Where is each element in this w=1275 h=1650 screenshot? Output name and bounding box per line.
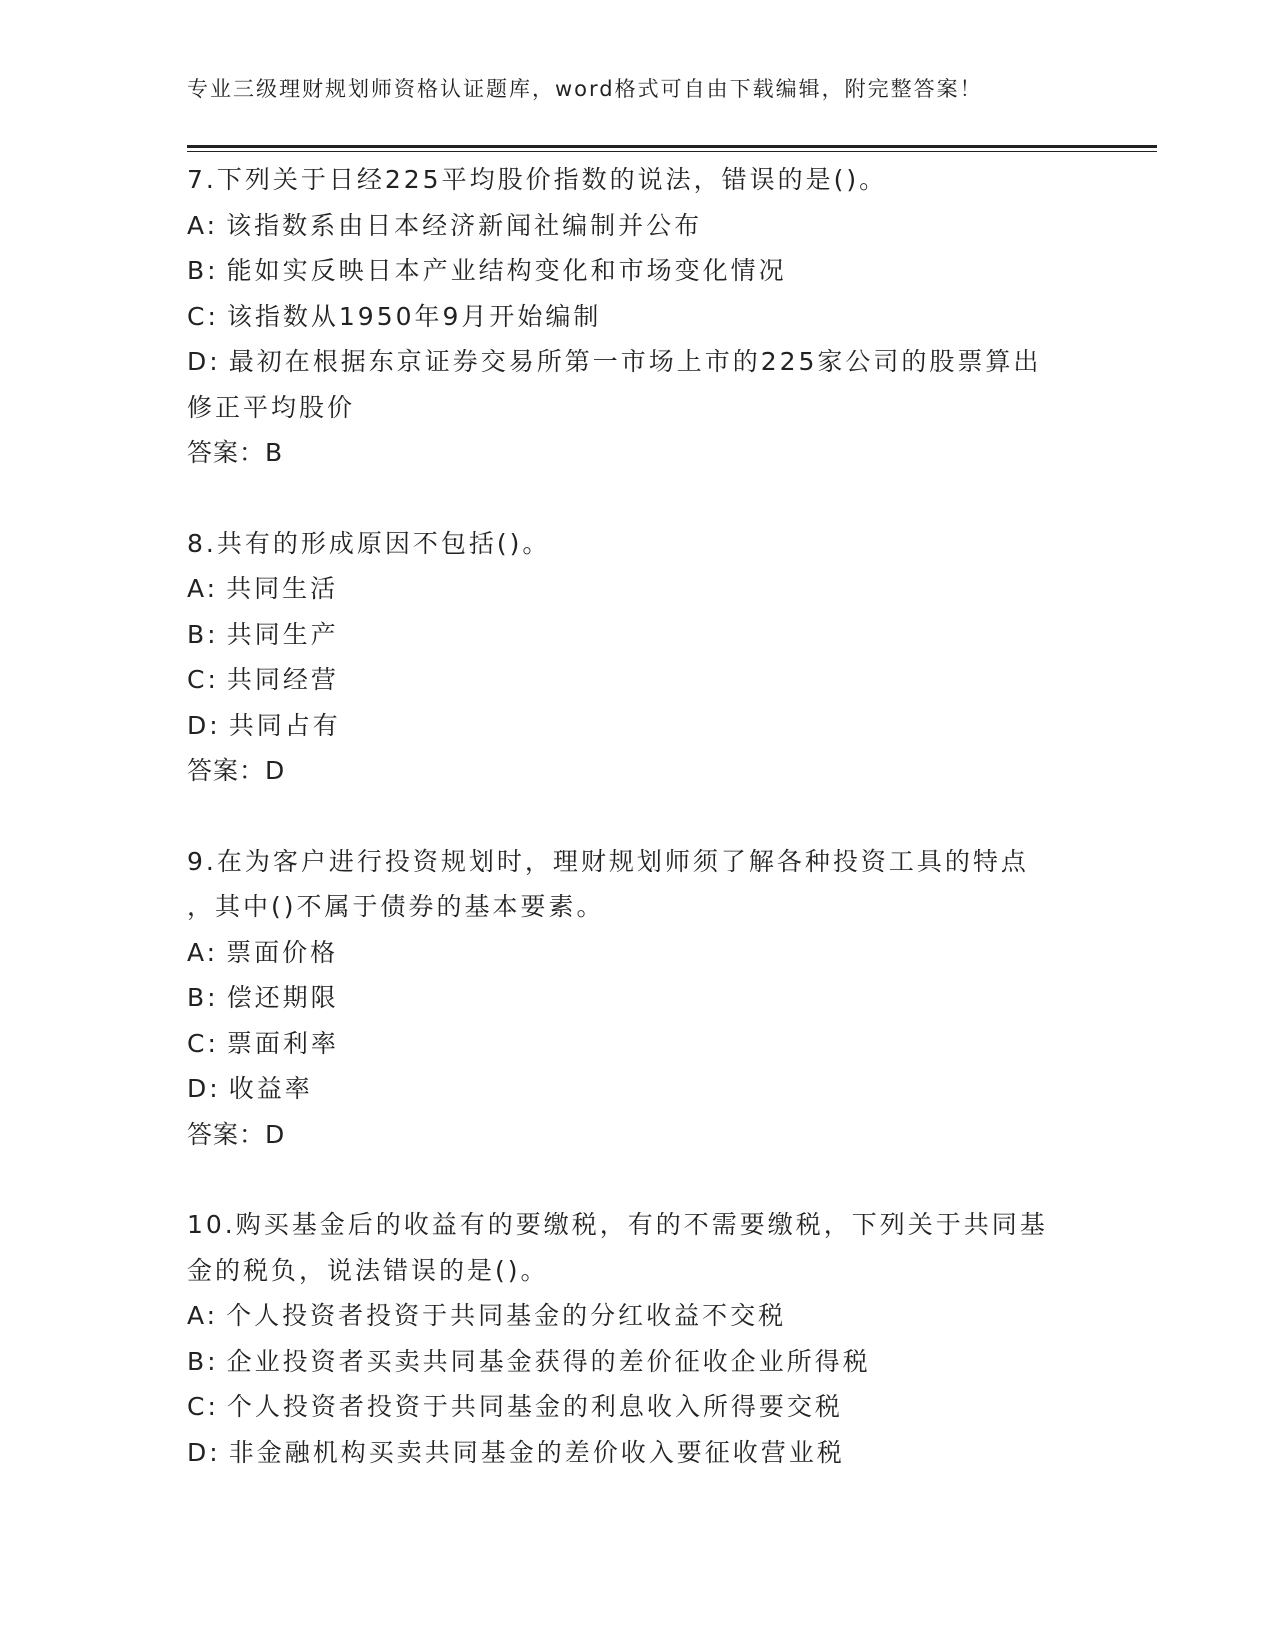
question-stem: 10.购买基金后的收益有的要缴税，有的不需要缴税，下列关于共同基 <box>187 1210 1048 1239</box>
option-text: 收益率 <box>228 1074 313 1103</box>
option-line <box>187 1293 1087 1339</box>
option-prefix: A: <box>187 574 219 603</box>
option-prefix: C: <box>187 665 219 694</box>
option-line <box>187 294 1087 340</box>
option-prefix: C: <box>187 1392 219 1421</box>
question-block <box>187 839 1087 1158</box>
option-text: 共同生产 <box>226 619 339 649</box>
option-text: 偿还期限 <box>226 983 339 1012</box>
option-prefix: D: <box>187 1074 221 1103</box>
option-line <box>187 1430 1087 1476</box>
option-text: 非金融机构买卖共同基金的差价收入要征收营业税 <box>228 1437 845 1467</box>
option-prefix: A: <box>187 210 219 240</box>
option-prefix: B: <box>187 256 219 285</box>
answer-line: 答案：D <box>187 1119 286 1149</box>
question-stem: ，其中()不属于债券的基本要素。 <box>187 892 605 921</box>
option-prefix: A: <box>187 1301 219 1330</box>
option-prefix: B: <box>187 619 219 649</box>
question-stem: 7.下列关于日经225平均股价指数的说法，错误的是()。 <box>187 165 888 194</box>
option-text: 该指数系由日本经济新闻社编制并公布 <box>226 210 703 240</box>
page-header: 专业三级理财规划师资格认证题库，word格式可自由下载编辑，附完整答案！ <box>187 77 983 101</box>
option-text: 票面价格 <box>226 937 339 967</box>
option-line <box>187 248 1087 294</box>
option-text: 共同生活 <box>226 574 339 603</box>
answer-line: 答案：B <box>187 438 284 467</box>
option-line <box>187 1021 1087 1067</box>
option-text: 修正平均股价 <box>187 392 356 422</box>
option-line <box>187 1384 1087 1430</box>
question-block <box>187 1202 1087 1475</box>
option-prefix: B: <box>187 1346 219 1376</box>
option-text: 共同经营 <box>226 665 339 694</box>
option-line <box>187 657 1087 703</box>
option-prefix: D: <box>187 347 221 376</box>
option-line <box>187 1339 1087 1385</box>
option-prefix: D: <box>187 710 221 740</box>
option-text: 最初在根据东京证券交易所第一市场上市的225家公司的股票算出 <box>228 347 1042 376</box>
option-prefix: B: <box>187 983 219 1012</box>
option-line <box>187 612 1087 658</box>
question-stem: 金的税负，说法错误的是()。 <box>187 1255 549 1285</box>
question-list <box>187 157 1087 1520</box>
option-text: 票面利率 <box>226 1028 339 1058</box>
option-prefix: C: <box>187 1028 219 1058</box>
option-text: 该指数从1950年9月开始编制 <box>226 301 602 331</box>
option-line <box>187 930 1087 976</box>
option-prefix: A: <box>187 937 219 967</box>
option-line <box>187 385 1087 431</box>
option-text: 企业投资者买卖共同基金获得的差价征收企业所得税 <box>226 1346 871 1376</box>
option-line <box>187 203 1087 249</box>
header-rule-thick <box>187 145 1157 148</box>
option-text: 个人投资者投资于共同基金的分红收益不交税 <box>226 1301 787 1330</box>
answer-line: 答案：D <box>187 756 286 785</box>
option-line <box>187 975 1087 1021</box>
option-text: 共同占有 <box>228 710 341 740</box>
option-line <box>187 703 1087 749</box>
option-prefix: D: <box>187 1437 221 1467</box>
question-block <box>187 157 1087 476</box>
question-stem: 8.共有的形成原因不包括()。 <box>187 528 551 558</box>
question-stem: 9.在为客户进行投资规划时，理财规划师须了解各种投资工具的特点 <box>187 846 1029 876</box>
option-prefix: C: <box>187 301 219 331</box>
option-line <box>187 566 1087 612</box>
header-rule-thin <box>187 151 1157 152</box>
option-line <box>187 1066 1087 1112</box>
option-text: 能如实反映日本产业结构变化和市场变化情况 <box>226 256 787 285</box>
option-line <box>187 339 1087 385</box>
question-block <box>187 521 1087 794</box>
option-text: 个人投资者投资于共同基金的利息收入所得要交税 <box>226 1392 843 1421</box>
